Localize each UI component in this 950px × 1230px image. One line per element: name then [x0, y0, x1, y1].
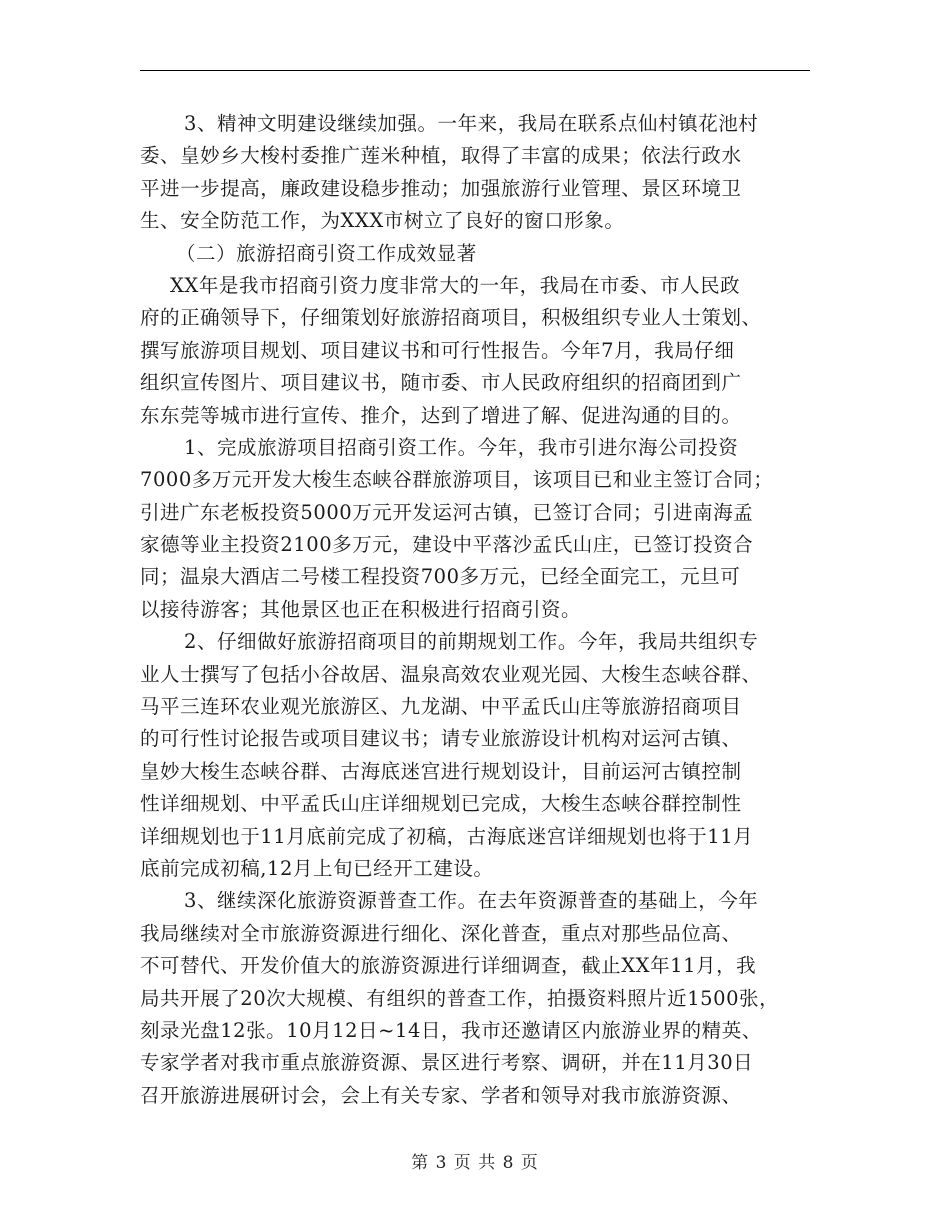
- body-line: 组织宣传图片、项目建议书，随市委、市人民政府组织的招商团到广: [140, 371, 742, 395]
- document-body: [140, 108, 820, 1112]
- body-line: 7000多万元开发大梭生态峡谷群旅游项目，该项目已和业主签订合同；: [140, 468, 774, 492]
- body-line: 业人士撰写了包括小谷故居、温泉高效农业观光园、大梭生态峡谷群、: [140, 662, 762, 686]
- page-number: 第 3 页 共 8 页: [411, 1153, 539, 1173]
- body-line: 家德等业主投资2100多万元，建设中平落沙孟氏山庄，已签订投资合: [140, 533, 754, 557]
- body-line: 马平三连环农业观光旅游区、九龙湖、中平孟氏山庄等旅游招商项目: [140, 695, 742, 719]
- body-line: 2、仔细做好旅游招商项目的前期规划工作。今年，我局共组织专: [184, 630, 759, 654]
- body-line: 3、继续深化旅游资源普查工作。在去年资源普查的基础上，今年: [184, 889, 759, 913]
- body-line: 皇妙大梭生态峡谷群、古海底迷宫进行规划设计，目前运河古镇控制: [140, 759, 742, 783]
- body-line: 刻录光盘12张。10月12日~14日，我市还邀请区内旅游业界的精英、: [140, 1018, 762, 1042]
- body-line: 不可替代、开发价值大的旅游资源进行详细调查，截止XX年11月，我: [140, 954, 757, 978]
- body-line: 1、完成旅游项目招商引资工作。今年，我市引进尔海公司投资: [184, 435, 739, 459]
- body-line: 以接待游客；其他景区也正在积极进行招商引资。: [140, 597, 582, 621]
- body-line: 平进一步提高，廉政建设稳步推动；加强旅游行业管理、景区环境卫: [140, 176, 742, 200]
- body-line: 府的正确领导下，仔细策划好旅游招商项目，积极组织专业人士策划、: [140, 306, 762, 330]
- body-line: 引进广东老板投资5000万元开发运河古镇，已签订合同；引进南海孟: [140, 500, 754, 524]
- body-line: XX年是我市招商引资力度非常大的一年，我局在市委、市人民政: [170, 273, 741, 297]
- body-line: 委、皇妙乡大梭村委推广莲米种植，取得了丰富的成果；依法行政水: [140, 144, 742, 168]
- body-line: 详细规划也于11月底前完成了初稿，古海底迷宫详细规划也将于11月: [140, 824, 754, 848]
- body-line: 同；温泉大酒店二号楼工程投资700多万元，已经全面完工，元旦可: [140, 565, 741, 589]
- section-heading: （二）旅游招商引资工作成效显著: [176, 241, 477, 265]
- body-line: 东东莞等城市进行宣传、推介，达到了增进了解、促进沟通的目的。: [140, 403, 742, 427]
- body-line: 底前完成初稿,12月上旬已经开工建设。: [140, 856, 494, 880]
- body-line: 生、安全防范工作，为XXX市树立了良好的窗口形象。: [140, 209, 625, 233]
- body-line: 召开旅游进展研讨会，会上有关专家、学者和领导对我市旅游资源、: [140, 1083, 742, 1107]
- body-line: 的可行性讨论报告或项目建议书；请专业旅游设计机构对运河古镇、: [140, 727, 742, 751]
- body-line: 3、精神文明建设继续加强。一年来，我局在联系点仙村镇花池村: [184, 112, 759, 135]
- header-rule: [140, 70, 810, 71]
- body-line: 撰写旅游项目规划、项目建议书和可行性报告。今年7月，我局仔细: [140, 338, 735, 362]
- body-line: 性详细规划、中平孟氏山庄详细规划已完成，大梭生态峡谷群控制性: [140, 792, 742, 816]
- body-line: 专家学者对我市重点旅游资源、景区进行考察、调研，并在11月30日: [140, 1051, 754, 1075]
- body-line: 局共开展了20次大规模、有组织的普查工作，拍摄资料照片近1500张，: [140, 986, 780, 1010]
- body-line: 我局继续对全市旅游资源进行细化、深化普查，重点对那些品位高、: [140, 921, 742, 945]
